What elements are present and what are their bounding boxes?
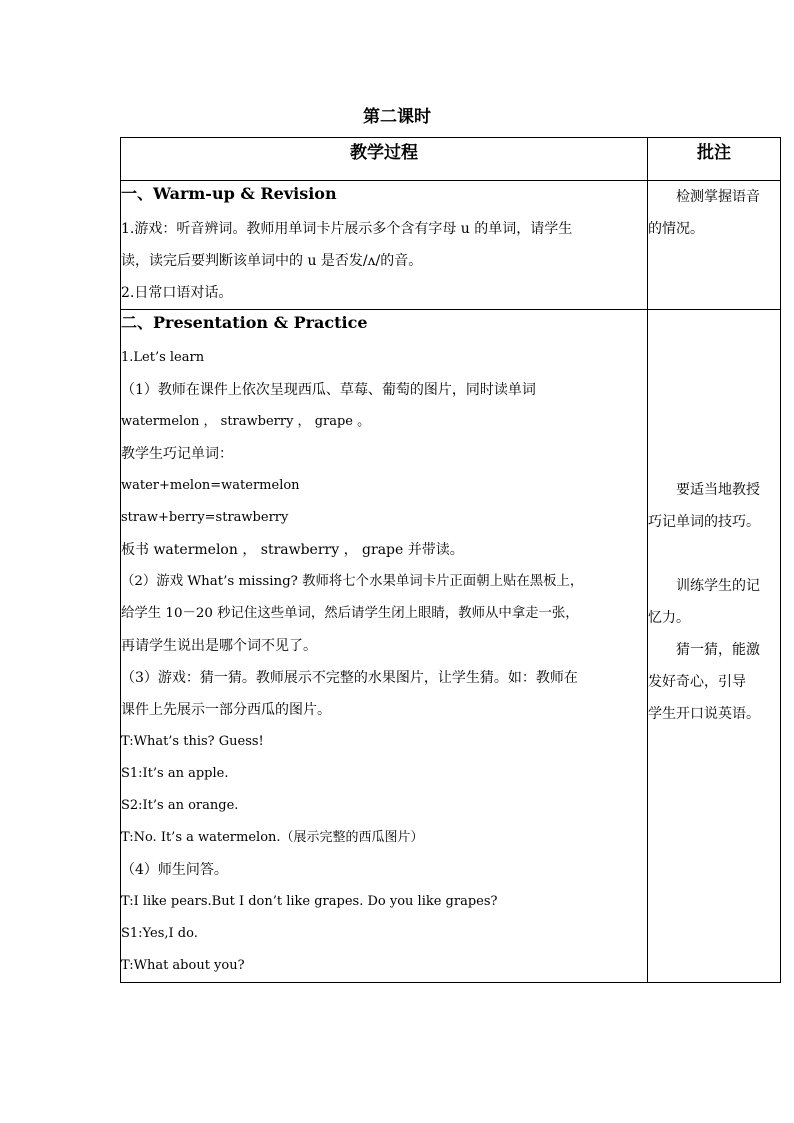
lesson-table bbox=[120, 137, 781, 983]
process-line: 板书 watermelon ， strawberry ， grape 并带读。 bbox=[121, 542, 464, 558]
process-line: （3）游戏：猜一猜。教师展示不完整的水果图片，让学生猜。如：教师在 bbox=[121, 670, 578, 686]
process-line: 课件上先展示一部分西瓜的图片。 bbox=[121, 702, 331, 718]
note-line: 训练学生的记 bbox=[676, 578, 760, 594]
process-line: （2）游戏 What’s missing? 教师将七个水果单词卡片正面朝上贴在黑板上， bbox=[121, 574, 584, 589]
note-spacer bbox=[648, 538, 780, 570]
process-line: 2.日常口语对话。 bbox=[121, 285, 233, 301]
note-line: 的情况。 bbox=[648, 221, 704, 237]
dialogue-line: T:No. It’s a watermelon.（展示完整的西瓜图片） bbox=[121, 830, 424, 845]
process-line: 1.Let’s learn bbox=[121, 350, 205, 365]
dialogue-line: S1:Yes,I do. bbox=[121, 926, 198, 941]
process-line: 读，读完后要判断该单词中的 u 是否发/ʌ/的音。 bbox=[121, 253, 423, 269]
process-line: 1.游戏：听音辨词。教师用单词卡片展示多个含有字母 u 的单词，请学生 bbox=[121, 221, 573, 237]
note-line: 巧记单词的技巧。 bbox=[648, 514, 760, 530]
table-row-warmup bbox=[121, 181, 781, 310]
presentation-process-cell bbox=[121, 310, 648, 983]
warmup-process-cell bbox=[121, 181, 648, 310]
note-line: 要适当地教授 bbox=[676, 482, 760, 498]
presentation-note-cell bbox=[648, 310, 781, 983]
process-line: （4）师生问答。 bbox=[121, 862, 228, 878]
dialogue-line: S2:It’s an orange. bbox=[121, 798, 239, 813]
dialogue-line: T:What’s this? Guess! bbox=[121, 734, 264, 749]
section-heading-warmup: 一、Warm-up & Revision bbox=[121, 184, 337, 203]
note-line: 发好奇心，引导 bbox=[648, 674, 746, 690]
note-line: 学生开口说英语。 bbox=[648, 706, 760, 722]
page-title: 第二课时 bbox=[363, 107, 431, 127]
process-line: （1）教师在课件上依次呈现西瓜、草莓、葡萄的图片，同时读单词 bbox=[121, 382, 536, 398]
note-line: 检测掌握语音 bbox=[676, 189, 760, 205]
warmup-note-cell bbox=[648, 181, 781, 310]
table-header-row bbox=[121, 138, 781, 181]
process-line: straw+berry=strawberry bbox=[121, 510, 289, 525]
dialogue-line: S1:It’s an apple. bbox=[121, 766, 229, 781]
header-teaching-process: 教学过程 bbox=[121, 138, 648, 181]
process-line: 给学生 10－20 秒记住这些单词，然后请学生闭上眼睛，教师从中拿走一张， bbox=[121, 606, 579, 621]
header-notes: 批注 bbox=[648, 138, 781, 181]
note-line: 忆力。 bbox=[648, 610, 690, 626]
process-line: 教学生巧记单词： bbox=[121, 446, 233, 462]
dialogue-line: T:I like pears.But I don’t like grapes. Do you like grapes? bbox=[121, 894, 498, 909]
table-row-presentation bbox=[121, 310, 781, 983]
note-line: 猜一猜，能激 bbox=[676, 642, 760, 658]
section-heading-presentation: 二、Presentation & Practice bbox=[121, 313, 368, 332]
process-line: water+melon=watermelon bbox=[121, 478, 300, 493]
process-line: watermelon ， strawberry ， grape 。 bbox=[121, 414, 371, 429]
dialogue-line: T:What about you? bbox=[121, 958, 245, 973]
process-line: 再请学生说出是哪个词不见了。 bbox=[121, 638, 317, 654]
